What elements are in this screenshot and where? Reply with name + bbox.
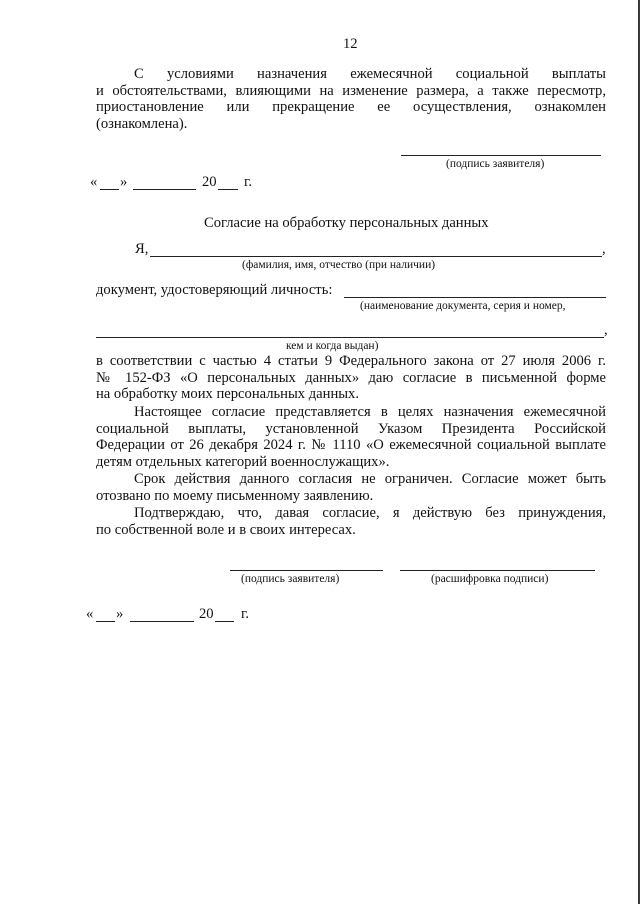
date-1-close-quote: » xyxy=(120,174,128,190)
intro-line-4: (ознакомлена). xyxy=(96,115,188,132)
page-number: 12 xyxy=(343,36,358,52)
consent-p2-line-3: Федерации от 26 декабря 2024 г. № 1110 «О ежемесячной социальной выплате xyxy=(96,437,606,453)
id-document-caption: (наименование документа, серия и номер, xyxy=(360,300,566,312)
id-document-label: документ, удостоверяющий личность: xyxy=(96,282,333,298)
date-1-year-line[interactable] xyxy=(218,189,238,190)
consent-p3-line-2: отозвано по моему письменному заявлению. xyxy=(96,487,374,504)
fio-comma: , xyxy=(602,241,606,257)
date-2-year-prefix: 20 xyxy=(199,606,214,622)
consent-p1-line-2: № 152-ФЗ «О персональных данных» даю согласие в письменной форме xyxy=(96,369,606,386)
decoding-caption: (расшифровка подписи) xyxy=(431,573,549,585)
consent-paragraph-3 xyxy=(96,471,606,504)
consent-p1-line-3: на обработку моих персональных данных. xyxy=(96,386,360,402)
date-1-day-line[interactable] xyxy=(100,189,119,190)
id-document-line[interactable] xyxy=(344,297,606,298)
date-2-open-quote: « xyxy=(86,606,94,622)
consent-title: Согласие на обработку персональных данных xyxy=(204,215,489,231)
signature-caption-2: (подпись заявителя) xyxy=(241,573,340,585)
intro-paragraph xyxy=(96,66,606,132)
date-1-month-line[interactable] xyxy=(133,189,196,190)
consent-paragraph-1 xyxy=(96,353,606,403)
consent-p1-line-1: в соответствии с частью 4 статьи 9 Федерального закона от 27 июля 2006 г. xyxy=(96,353,606,369)
date-2-close-quote: » xyxy=(116,606,124,622)
i-label: Я, xyxy=(135,241,149,257)
fio-line[interactable] xyxy=(150,256,602,257)
issued-caption: кем и когда выдан) xyxy=(286,340,379,352)
intro-line-3: приостановление или прекращение ее осуществления, ознакомлен xyxy=(96,99,606,115)
date-1-year-prefix: 20 xyxy=(202,174,217,190)
issued-comma: , xyxy=(604,322,608,338)
consent-p4-line-1: Подтверждаю, что, давая согласие, я действую без принуждения, xyxy=(134,505,606,521)
fio-caption: (фамилия, имя, отчество (при наличии) xyxy=(242,259,436,271)
signature-line-2[interactable] xyxy=(230,570,383,571)
date-2-year-suffix: г. xyxy=(241,606,249,622)
consent-paragraph-4 xyxy=(96,505,606,538)
signature-line-1[interactable] xyxy=(401,155,601,156)
intro-line-1: С условиями назначения ежемесячной социальной выплаты xyxy=(134,66,606,82)
intro-line-2: и обстоятельствами, влияющими на изменение размера, а также пересмотр, xyxy=(96,82,606,99)
issued-by-line[interactable] xyxy=(96,337,604,338)
consent-p2-line-4: детям отдельных категорий военнослужащих». xyxy=(96,453,390,470)
decoding-line[interactable] xyxy=(400,570,595,571)
date-1-year-suffix: г. xyxy=(244,174,252,190)
date-2-day-line[interactable] xyxy=(96,621,115,622)
signature-caption-1: (подпись заявителя) xyxy=(446,158,545,170)
date-2-month-line[interactable] xyxy=(130,621,194,622)
consent-p3-line-1: Срок действия данного согласия не ограничен. Согласие может быть xyxy=(134,471,606,487)
consent-paragraph-2 xyxy=(96,404,606,470)
consent-p2-line-1: Настоящее согласие представляется в целях назначения ежемесячной xyxy=(134,404,606,420)
date-2-year-line[interactable] xyxy=(215,621,234,622)
consent-p2-line-2: социальной выплаты, установленной Указом Президента Российской xyxy=(96,420,606,437)
consent-p4-line-2: по собственной воле и в своих интересах. xyxy=(96,521,356,538)
date-1-open-quote: « xyxy=(90,174,98,190)
